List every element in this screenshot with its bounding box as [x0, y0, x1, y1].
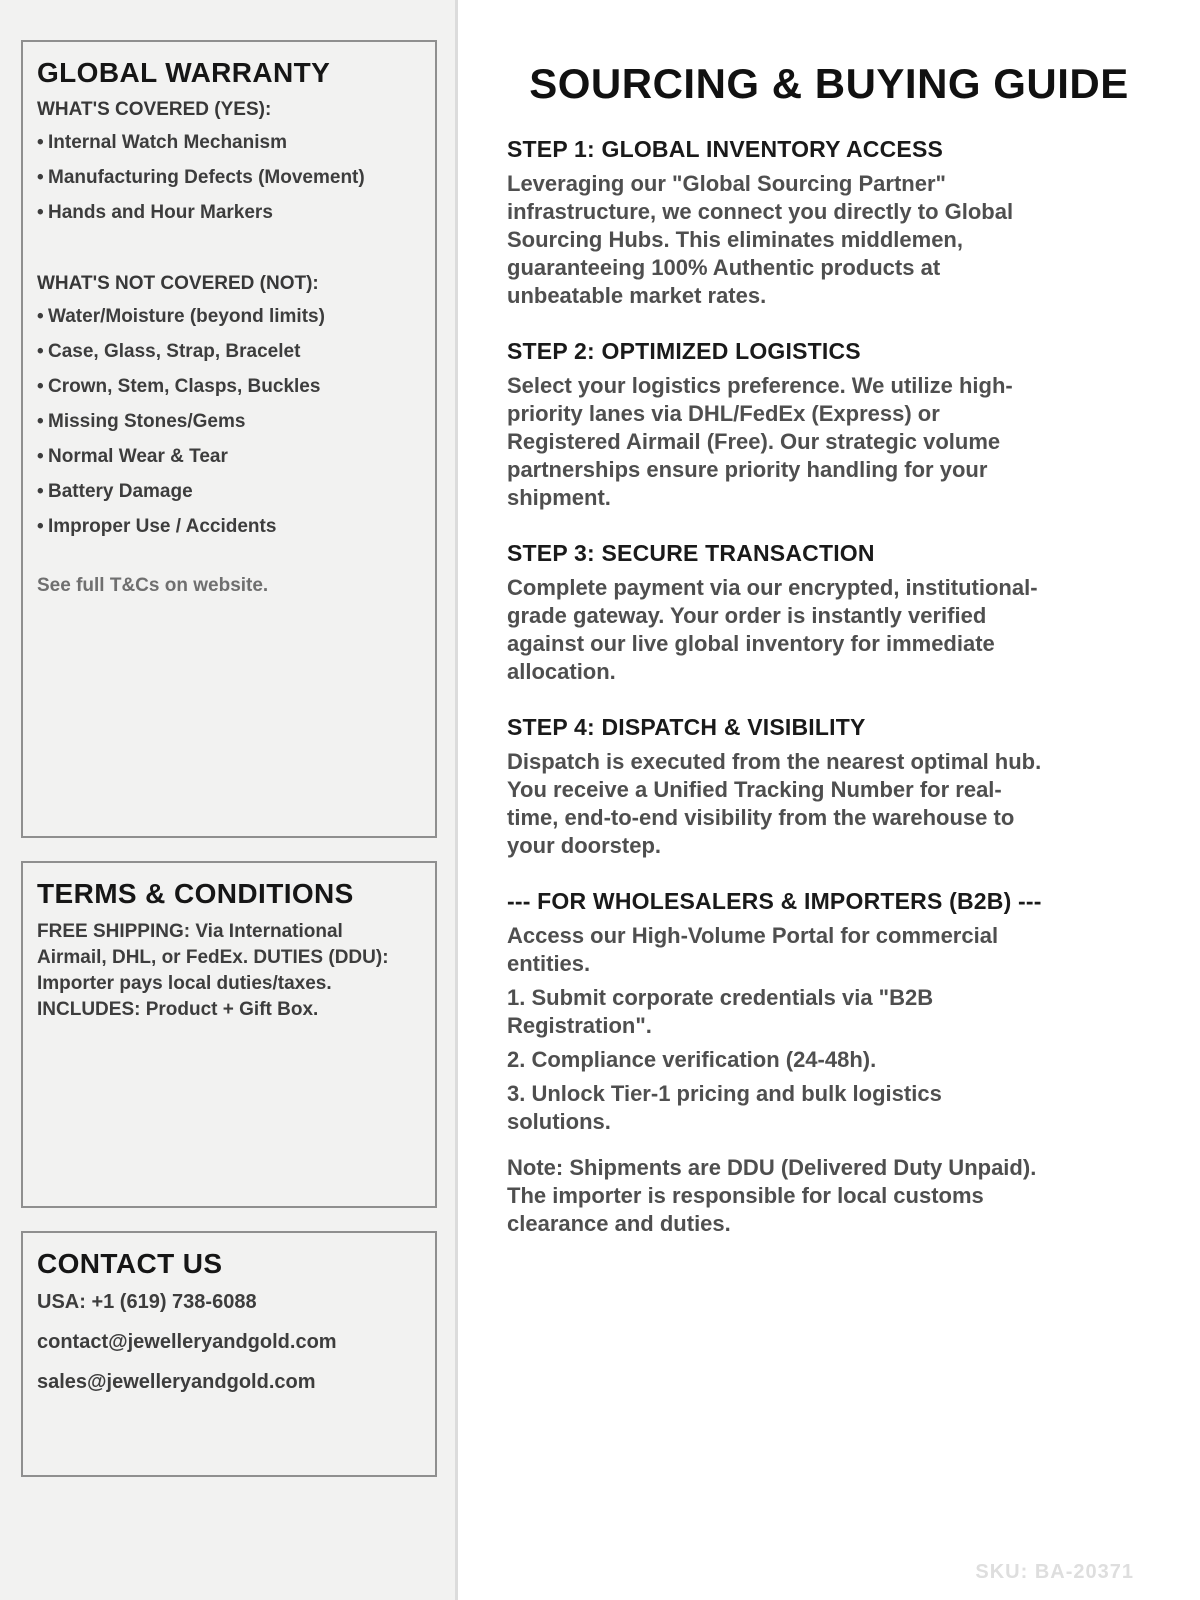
step-2-heading: STEP 2: OPTIMIZED LOGISTICS	[507, 338, 861, 364]
not-covered-list	[37, 306, 421, 538]
step-2-body: Select your logistics preference. We utilize high-priority lanes via DHL/FedEx (Express) or Registered Airmail (Free). Our strategic volume partnerships ensure priority handling for your shipment.	[507, 373, 1013, 510]
b2b-heading: --- FOR WHOLESALERS & IMPORTERS (B2B) ---	[507, 888, 1042, 914]
step-2-section	[507, 336, 1200, 512]
not-covered-item-text: Normal Wear & Tear	[48, 446, 228, 467]
step-4-body: Dispatch is executed from the nearest optimal hub. You receive a Unified Tracking Number for real-time, end-to-end visibility from the warehouse to your doorstep.	[507, 749, 1042, 858]
list-item	[37, 202, 421, 224]
b2b-item-2: 2. Compliance verification (24-48h).	[507, 1047, 877, 1072]
bullet-icon: •	[37, 341, 44, 362]
not-covered-item-text: Water/Moisture (beyond limits)	[48, 306, 325, 327]
contact-phone: USA: +1 (619) 738-6088	[37, 1291, 257, 1313]
bullet-icon: •	[37, 516, 44, 537]
step-3-section	[507, 538, 1200, 686]
list-item	[37, 132, 421, 154]
terms-box	[21, 861, 437, 1208]
step-1-section	[507, 134, 1200, 310]
sidebar	[0, 0, 458, 1600]
covered-list	[37, 132, 421, 224]
contact-box	[21, 1231, 437, 1477]
not-covered-item-text: Missing Stones/Gems	[48, 411, 246, 432]
step-1-body: Leveraging our "Global Sourcing Partner" infrastructure, we connect you directly to Global Sourcing Hubs. This eliminates middlemen, guaranteeing 100% Authentic products at unbeatable market rates.	[507, 171, 1014, 308]
list-item	[37, 411, 421, 433]
bullet-icon: •	[37, 481, 44, 502]
b2b-note: Note: Shipments are DDU (Delivered Duty Unpaid). The importer is responsible for local customs clearance and duties.	[507, 1155, 1037, 1236]
list-item	[37, 446, 421, 468]
list-item	[37, 341, 421, 363]
list-item	[37, 516, 421, 538]
b2b-item-3: 3. Unlock Tier-1 pricing and bulk logistics solutions.	[507, 1081, 942, 1134]
covered-heading: WHAT'S COVERED (YES):	[37, 99, 272, 120]
covered-item-text: Manufacturing Defects (Movement)	[48, 167, 365, 188]
covered-item-text: Internal Watch Mechanism	[48, 132, 287, 153]
contact-email-sales: sales@jewelleryandgold.com	[37, 1371, 316, 1393]
step-3-body: Complete payment via our encrypted, institutional-grade gateway. Your order is instantly verified against our live global inventory for immediate allocation.	[507, 575, 1038, 684]
terms-title: TERMS & CONDITIONS	[37, 878, 354, 909]
bullet-icon: •	[37, 306, 44, 327]
covered-item-text: Hands and Hour Markers	[48, 202, 273, 223]
b2b-intro: Access our High-Volume Portal for commercial entities.	[507, 923, 999, 976]
not-covered-heading: WHAT'S NOT COVERED (NOT):	[37, 273, 319, 294]
step-4-heading: STEP 4: DISPATCH & VISIBILITY	[507, 714, 866, 740]
bullet-icon: •	[37, 446, 44, 467]
not-covered-item-text: Case, Glass, Strap, Bracelet	[48, 341, 301, 362]
not-covered-item-text: Battery Damage	[48, 481, 193, 502]
step-3-heading: STEP 3: SECURE TRANSACTION	[507, 540, 875, 566]
page-title: SOURCING & BUYING GUIDE	[529, 60, 1129, 107]
list-item	[37, 481, 421, 503]
main-content	[458, 0, 1200, 1600]
list-item	[37, 306, 421, 328]
bullet-icon: •	[37, 167, 44, 188]
sku-label: SKU: BA-20371	[975, 1561, 1134, 1583]
bullet-icon: •	[37, 132, 44, 153]
bullet-icon: •	[37, 411, 44, 432]
list-item	[37, 167, 421, 189]
contact-title: CONTACT US	[37, 1248, 223, 1279]
not-covered-item-text: Improper Use / Accidents	[48, 516, 277, 537]
list-item	[37, 376, 421, 398]
b2b-section	[507, 886, 1200, 1238]
not-covered-item-text: Crown, Stem, Clasps, Buckles	[48, 376, 321, 397]
bullet-icon: •	[37, 376, 44, 397]
contact-email-primary: contact@jewelleryandgold.com	[37, 1331, 337, 1353]
bullet-icon: •	[37, 202, 44, 223]
terms-body: FREE SHIPPING: Via International Airmail, DHL, or FedEx. DUTIES (DDU): Importer pays local duties/taxes. INCLUDES: Product + Gift Box.	[37, 921, 389, 1020]
step-4-section	[507, 712, 1200, 860]
step-1-heading: STEP 1: GLOBAL INVENTORY ACCESS	[507, 136, 944, 162]
b2b-item-1: 1. Submit corporate credentials via "B2B Registration".	[507, 985, 934, 1038]
warranty-footnote: See full T&Cs on website.	[37, 575, 269, 596]
warranty-title: GLOBAL WARRANTY	[37, 57, 331, 88]
warranty-box	[21, 40, 437, 838]
